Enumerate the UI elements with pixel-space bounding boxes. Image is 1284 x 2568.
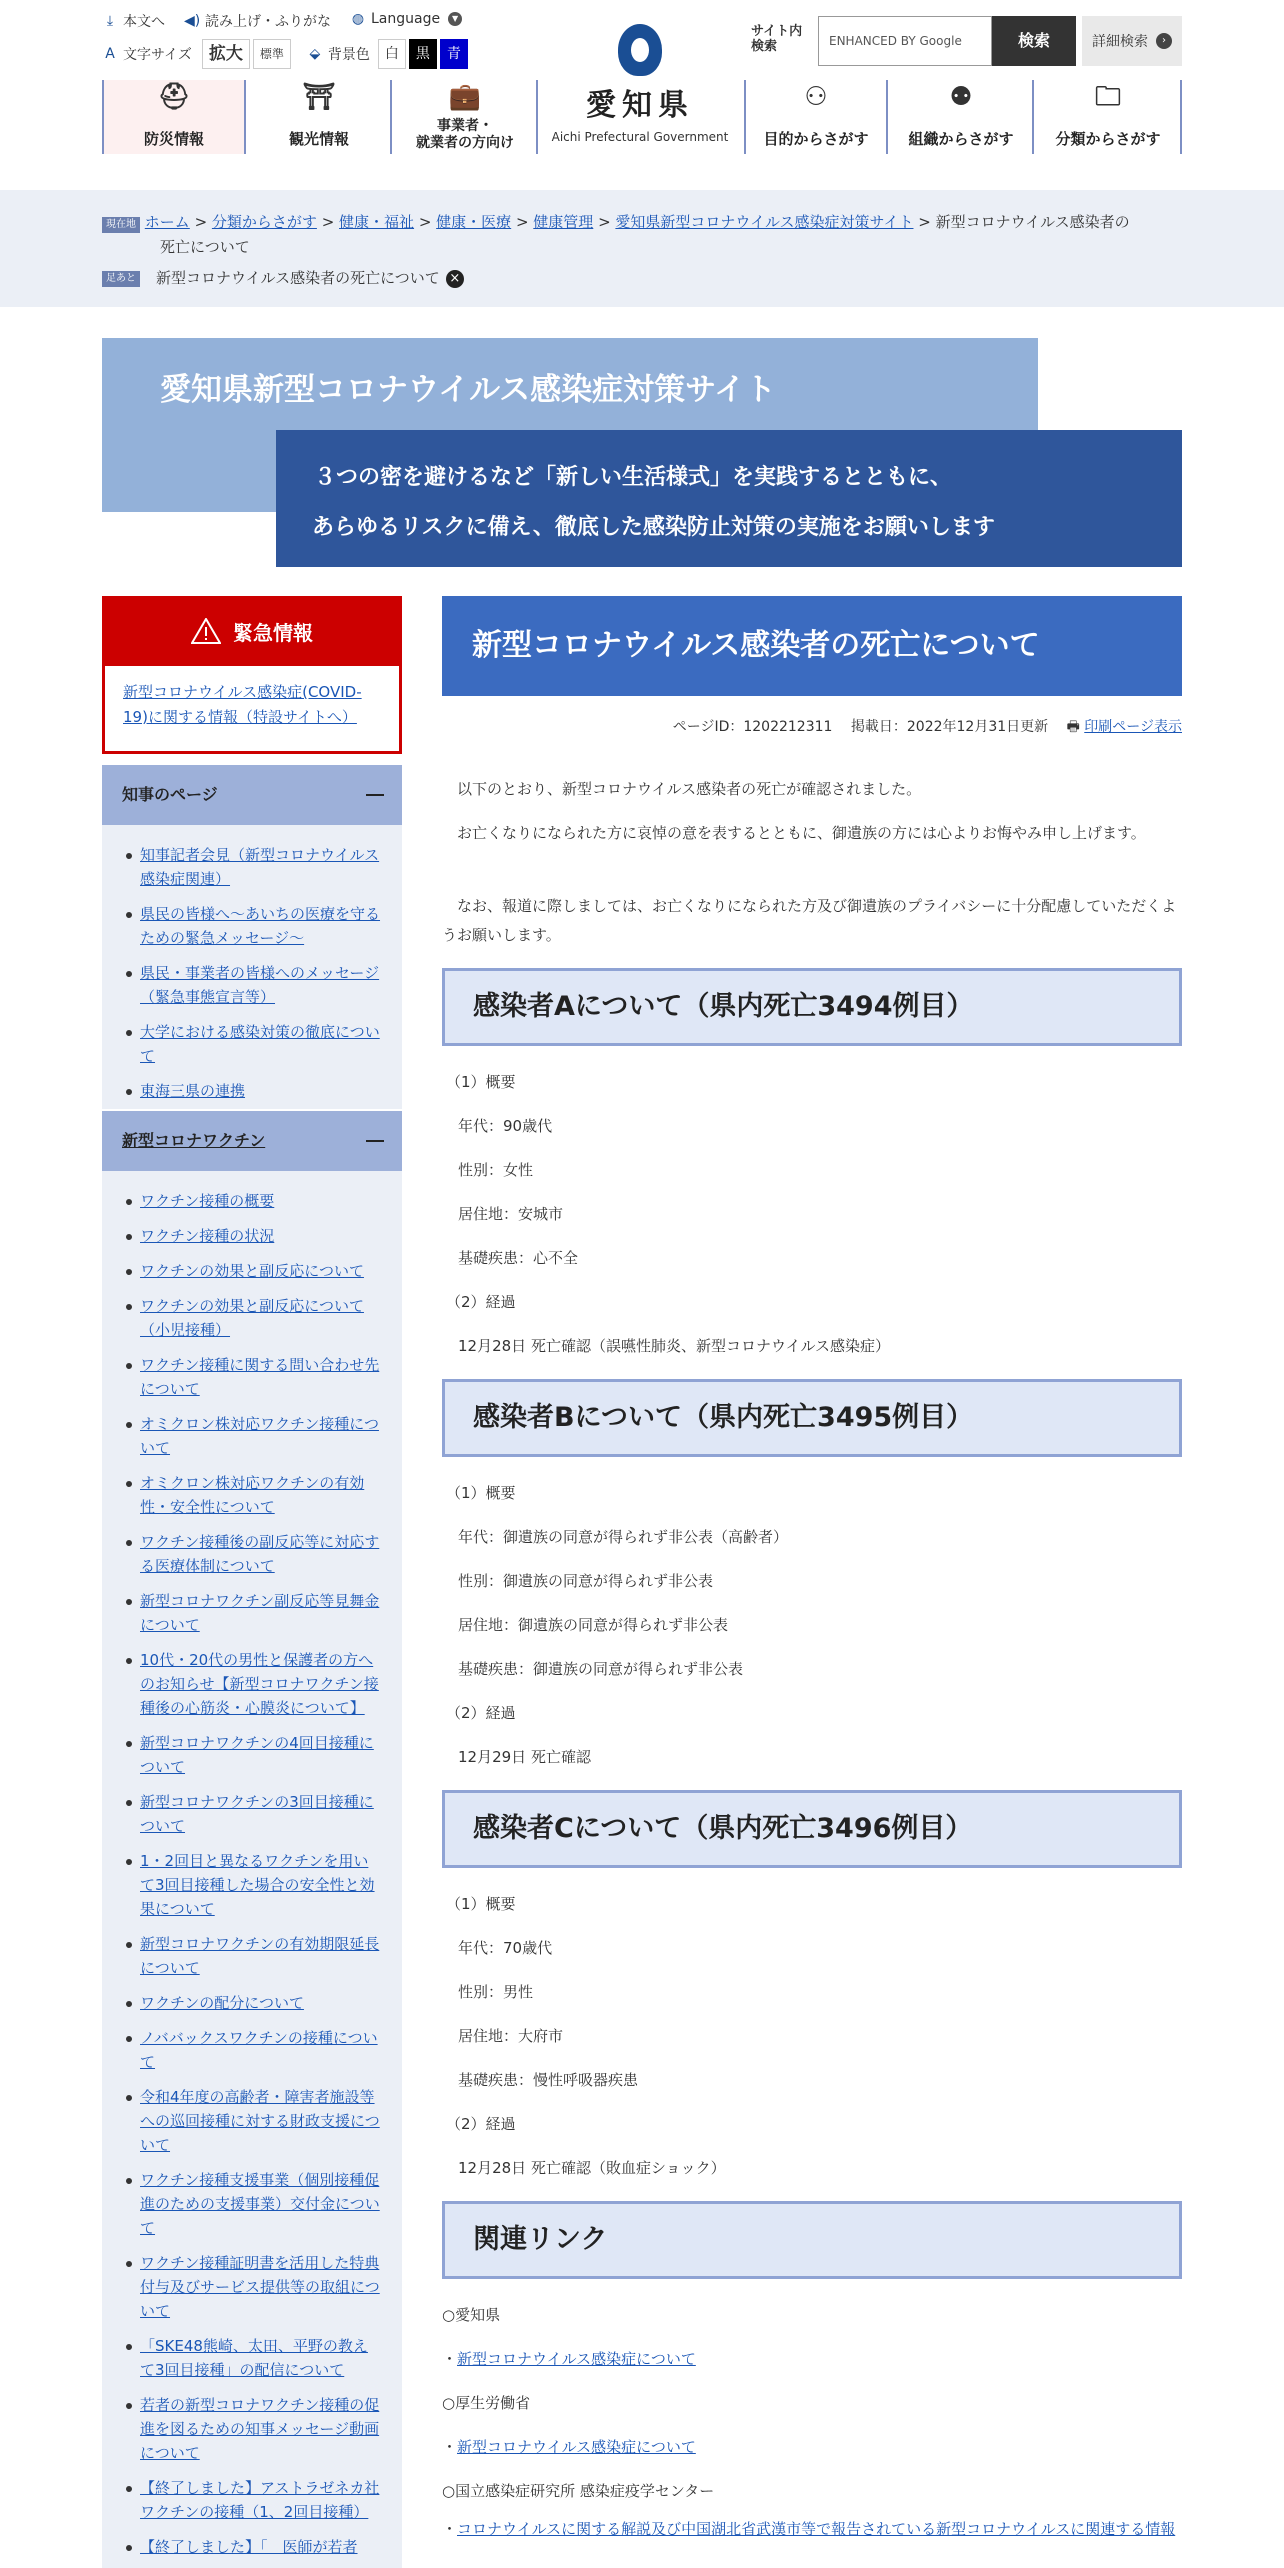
- governor-link-list: [102, 825, 402, 1103]
- skip-to-content-label: 本文へ: [123, 14, 165, 30]
- case-a-sex: 性別：女性: [458, 1161, 534, 1179]
- governor-section-title: 知事のページ: [122, 785, 218, 804]
- vaccine-link[interactable]: オミクロン株対応ワクチンの有効性・安全性について: [140, 1474, 365, 1516]
- case-a-age: 年代：90歳代: [458, 1117, 553, 1135]
- site-header: [0, 0, 1284, 190]
- vaccine-link[interactable]: 【終了しました】「 医師が若者: [140, 2538, 358, 2556]
- vaccine-link[interactable]: 10代・20代の男性と保護者の方へのお知らせ【新型コロナワクチン接種後の心筋炎・心膜炎について】: [140, 1651, 379, 1717]
- governor-section-body: [102, 825, 402, 1109]
- page-id: ページID：1202212311: [672, 719, 833, 735]
- breadcrumb-health-welfare[interactable]: 健康・福祉: [339, 213, 415, 231]
- nav-by-category[interactable]: [1036, 80, 1182, 154]
- list-item: [124, 2251, 380, 2323]
- case-a-detail: 12月28日 死亡確認（誤嚥性肺炎、新型コロナウイルス感染症）: [458, 1337, 891, 1355]
- breadcrumb-home[interactable]: ホーム: [144, 213, 190, 231]
- emergency-title: 緊急情報: [233, 620, 313, 645]
- governor-link[interactable]: 大学における感染対策の徹底について: [140, 1023, 380, 1065]
- vaccine-section-title: 新型コロナワクチン: [122, 1131, 266, 1150]
- tourism-icon: ⛩: [302, 82, 336, 112]
- related-org-niid: ○国立感染症研究所 感染症疫学センター: [442, 2482, 715, 2500]
- close-icon[interactable]: ×: [446, 270, 464, 288]
- vaccine-link[interactable]: ワクチン接種の状況: [140, 1227, 275, 1245]
- governor-link[interactable]: 東海三県の連携: [140, 1082, 246, 1100]
- case-a-overview-label: （1）概要: [446, 1073, 516, 1091]
- font-size-label: 文字サイズ: [123, 47, 192, 63]
- vaccine-link[interactable]: 新型コロナワクチンの3回目接種について: [140, 1793, 374, 1835]
- list-item: [124, 1790, 380, 1838]
- breadcrumb-current: 新型コロナウイルス感染者の: [935, 213, 1130, 231]
- nav-business[interactable]: [394, 80, 538, 154]
- collapse-icon: [366, 794, 384, 796]
- case-c-heading: 感染者Cについて（県内死亡3496例目）: [442, 1790, 1182, 1868]
- list-item: [124, 902, 380, 950]
- page-title: 新型コロナウイルス感染者の死亡について: [442, 596, 1182, 696]
- list-item: [124, 1991, 380, 2015]
- vaccine-link[interactable]: ワクチン接種の概要: [140, 1192, 275, 1210]
- current-location-tag: 現在地: [102, 217, 140, 233]
- posted-date: 掲載日：2022年12月31日更新: [850, 719, 1049, 735]
- banner-title: 愛知県新型コロナウイルス感染症対策サイト: [160, 372, 776, 408]
- nav-label: 分類からさがす: [1055, 130, 1161, 148]
- logo-english: Aichi Prefectural Government: [551, 130, 729, 144]
- breadcrumb-category[interactable]: 分類からさがす: [211, 213, 317, 231]
- list-item: [124, 2085, 380, 2157]
- list-item: [124, 1849, 380, 1921]
- vaccine-link[interactable]: ワクチン接種証明書を活用した特典付与及びサービス提供等の取組について: [140, 2254, 380, 2320]
- vaccine-link[interactable]: 令和4年度の高齢者・障害者施設等への巡回接種に対する財政支援について: [140, 2088, 380, 2154]
- nav-disaster-info[interactable]: [102, 80, 246, 154]
- case-b-sex: 性別：御遺族の同意が得られず非公表: [458, 1572, 714, 1590]
- print-page-link[interactable]: 印刷ページ表示: [1084, 719, 1182, 735]
- list-item: [124, 2476, 380, 2524]
- read-aloud-link[interactable]: [184, 11, 331, 31]
- nav-label: 観光情報: [288, 130, 349, 148]
- prefecture-emblem-icon: [618, 24, 662, 76]
- nav-by-organization[interactable]: [890, 80, 1034, 154]
- case-a-progress-label: （2）経過: [446, 1293, 516, 1311]
- related-link-mhlw-anchor[interactable]: 新型コロナウイルス感染症について: [457, 2438, 696, 2456]
- collapse-icon: [366, 1140, 384, 1142]
- advanced-search-button[interactable]: [1082, 16, 1182, 66]
- vaccine-link[interactable]: 【終了しました】アストラゼネカ社ワクチンの接種（1、2回目接種）: [140, 2479, 380, 2521]
- case-a-disease: 基礎疾患：心不全: [458, 1249, 579, 1267]
- list-item: [124, 961, 380, 1009]
- advanced-search-label: 詳細検索: [1092, 34, 1148, 50]
- vaccine-link[interactable]: ワクチンの配分について: [140, 1994, 304, 2012]
- related-org-mhlw: ○厚生労働省: [442, 2394, 531, 2412]
- list-item: [124, 1294, 380, 1342]
- emergency-covid-link[interactable]: 新型コロナウイルス感染症(COVID-19)に関する情報（特設サイトへ）: [123, 683, 362, 726]
- case-a-residence: 居住地：安城市: [458, 1205, 564, 1223]
- list-item: [124, 843, 380, 891]
- globe-icon: ◍: [351, 11, 365, 27]
- vaccine-link[interactable]: オミクロン株対応ワクチン接種について: [140, 1415, 379, 1457]
- nav-label: 防災情報: [143, 130, 204, 148]
- vaccine-link[interactable]: ワクチンの効果と副反応について: [140, 1262, 364, 1280]
- download-icon: ⤓: [106, 13, 114, 29]
- case-c-age: 年代：70歳代: [458, 1939, 553, 1957]
- speaker-icon: ◀): [184, 13, 201, 29]
- case-b-disease: 基礎疾患：御遺族の同意が得られず非公表: [458, 1660, 744, 1678]
- vaccine-section-body: [102, 1171, 402, 2568]
- vaccine-link[interactable]: 新型コロナワクチン副反応等見舞金について: [140, 1592, 380, 1634]
- list-item: [124, 1648, 380, 1720]
- related-org-aichi: ○愛知県: [442, 2306, 501, 2324]
- helmet-icon: ⛑: [157, 82, 191, 112]
- list-item: [124, 1530, 380, 1578]
- history-item[interactable]: 新型コロナウイルス感染者の死亡について: [156, 269, 440, 287]
- nav-label: 組織からさがす: [908, 130, 1014, 148]
- nav-tourism-info[interactable]: [248, 80, 392, 154]
- related-link-aichi-anchor[interactable]: 新型コロナウイルス感染症について: [457, 2350, 696, 2368]
- related-link-niid: ・コロナウイルスに関する解説及び中国湖北省武漢市等で報告されている新型コロナウイルスに関連する情報: [442, 2520, 1176, 2538]
- vaccine-link-list: [102, 1171, 402, 2559]
- briefcase-icon: 💼: [448, 82, 482, 112]
- case-c-overview-label: （1）概要: [446, 1895, 516, 1913]
- font-size-icon: A: [105, 46, 115, 62]
- font-size-control: [102, 39, 468, 69]
- printer-icon: 🖶: [1066, 719, 1080, 735]
- list-item: [124, 2535, 380, 2559]
- related-link-niid-anchor[interactable]: コロナウイルスに関する解説及び中国湖北省武漢市等で報告されている新型コロナウイルスに関連する情報: [457, 2520, 1176, 2538]
- banner-message: [276, 430, 1182, 567]
- site-logo[interactable]: [540, 24, 740, 144]
- bg-color-label: 背景色: [327, 47, 370, 63]
- intro-paragraph: 以下のとおり、新型コロナウイルス感染者の死亡が確認されました。: [457, 780, 922, 798]
- privacy-paragraph: なお、報道に際しましては、お亡くなりになられた方及び御遺族のプライバシーに十分配慮していただくようお願いします。: [442, 897, 1177, 944]
- language-label: Language: [371, 11, 441, 27]
- search-button[interactable]: 検索: [992, 16, 1076, 66]
- list-item: [124, 1589, 380, 1637]
- breadcrumb: 現在地 ホーム > 分類からさがす > 健康・福祉 > 健康・医療 > 健康管理 > 愛知県新型コロナウイルス感染症対策サイト > 新型コロナウイルス感染者の 死亡について: [102, 210, 1182, 260]
- vaccine-link[interactable]: 新型コロナワクチンの4回目接種について: [140, 1734, 374, 1776]
- list-item: [124, 1079, 380, 1103]
- bg-blue-button[interactable]: 青: [440, 39, 468, 69]
- vaccine-link[interactable]: 新型コロナワクチンの有効期限延長について: [140, 1935, 380, 1977]
- case-a-heading: 感染者Aについて（県内死亡3494例目）: [442, 968, 1182, 1046]
- emergency-info-header: [102, 596, 402, 666]
- breadcrumb-covid-site[interactable]: 愛知県新型コロナウイルス感染症対策サイト: [615, 213, 914, 231]
- case-b-overview-label: （1）概要: [446, 1484, 516, 1502]
- list-item: [124, 1471, 380, 1519]
- list-item: [124, 1412, 380, 1460]
- case-c-sex: 性別：男性: [458, 1983, 534, 2001]
- related-link-mhlw: ・新型コロナウイルス感染症について: [442, 2438, 696, 2456]
- vaccine-section-header[interactable]: [102, 1111, 402, 1171]
- banner-line-2: あらゆるリスクに備え、徹底した感染防止対策の実施をお願いします: [312, 515, 995, 540]
- history-trail: [102, 266, 464, 291]
- governor-section-header[interactable]: [102, 765, 402, 825]
- font-size-normal-button[interactable]: 標準: [253, 39, 291, 69]
- list-item: [124, 1020, 380, 1068]
- site-search-label: サイト内 検索: [751, 24, 803, 54]
- breadcrumb-health-management[interactable]: 健康管理: [533, 213, 594, 231]
- case-b-residence: 居住地：御遺族の同意が得られず非公表: [458, 1616, 729, 1634]
- folder-icon: 🗀: [1094, 82, 1121, 112]
- governor-link[interactable]: 県民・事業者の皆様へのメッセージ（緊急事態宣言等）: [140, 964, 380, 1006]
- vaccine-link[interactable]: ワクチン接種後の副反応等に対応する医療体制について: [140, 1533, 380, 1575]
- case-b-progress-label: （2）経過: [446, 1704, 516, 1722]
- vaccine-link[interactable]: 1・2回目と異なるワクチンを用いて3回目接種した場合の安全性と効果について: [140, 1852, 375, 1918]
- bg-black-button[interactable]: 黒: [409, 39, 437, 69]
- list-item: [124, 1353, 380, 1401]
- organization-icon: ⚉: [949, 82, 973, 112]
- case-b-heading: 感染者Bについて（県内死亡3495例目）: [442, 1379, 1182, 1457]
- related-link-aichi: ・新型コロナウイルス感染症について: [442, 2350, 696, 2368]
- read-aloud-label: 読み上げ・ふりがな: [205, 14, 331, 30]
- list-item: [124, 1189, 380, 1213]
- list-item: [124, 1932, 380, 1980]
- list-item: [124, 2334, 380, 2382]
- governor-link[interactable]: 知事記者会見（新型コロナウイルス感染症関連）: [140, 846, 380, 888]
- emergency-info-body: [102, 666, 402, 754]
- breadcrumb-bar: [0, 190, 1284, 307]
- breadcrumb-current-cont: 死亡について: [160, 238, 250, 256]
- arrow-right-icon: ›: [1156, 33, 1172, 49]
- people-icon: ⚇: [804, 82, 828, 112]
- case-b-age: 年代：御遺族の同意が得られず非公表（高齢者）: [458, 1528, 789, 1546]
- vaccine-link[interactable]: 若者の新型コロナワクチン接種の促進を図るための知事メッセージ動画について: [140, 2396, 380, 2462]
- list-item: [124, 1731, 380, 1779]
- search-input[interactable]: ENHANCED BY Google: [818, 16, 992, 66]
- case-c-residence: 居住地：大府市: [458, 2027, 564, 2045]
- breadcrumb-health-medical[interactable]: 健康・医療: [436, 213, 512, 231]
- case-c-progress-label: （2）経過: [446, 2115, 516, 2133]
- case-c-detail: 12月28日 死亡確認（敗血症ショック）: [458, 2159, 726, 2177]
- case-b-detail: 12月29日 死亡確認: [458, 1748, 591, 1766]
- vaccine-link[interactable]: ワクチンの効果と副反応について（小児接種）: [140, 1297, 364, 1339]
- nav-label: 目的からさがす: [763, 130, 869, 148]
- list-item: [124, 1224, 380, 1248]
- vaccine-link[interactable]: ワクチン接種に関する問い合わせ先について: [140, 1356, 380, 1398]
- governor-link[interactable]: 県民の皆様へ～あいちの医療を守るための緊急メッセージ～: [140, 905, 381, 947]
- list-item: [124, 2393, 380, 2465]
- vaccine-link[interactable]: 「SKE48熊崎、太田、平野の教えて3回目接種」の配信について: [140, 2337, 368, 2379]
- logo-japanese: 愛知県: [586, 88, 694, 123]
- warning-icon: [191, 618, 221, 644]
- chevron-down-icon: ▼: [448, 12, 462, 26]
- font-size-large-button[interactable]: 拡大: [202, 39, 250, 69]
- bg-white-button[interactable]: 白: [378, 39, 406, 69]
- nav-by-purpose[interactable]: [744, 80, 888, 154]
- skip-to-content-link[interactable]: [102, 11, 165, 31]
- condolence-paragraph: お亡くなりになられた方に哀悼の意を表するとともに、御遺族の方には心よりお悔やみ申し上げます。: [457, 824, 1146, 842]
- vaccine-link[interactable]: ノババックスワクチンの接種について: [140, 2029, 378, 2071]
- list-item: [124, 2168, 380, 2240]
- history-tag: 足あと: [102, 271, 140, 287]
- page-meta: [442, 716, 1182, 740]
- case-c-disease: 基礎疾患：慢性呼吸器疾患: [458, 2071, 639, 2089]
- list-item: [124, 1259, 380, 1283]
- related-links-heading: 関連リンク: [442, 2201, 1182, 2279]
- banner-line-1: ３つの密を避けるなど「新しい生活様式」を実践するとともに、: [314, 465, 953, 490]
- language-selector[interactable]: [350, 11, 462, 27]
- nav-label: 事業者・ 就業者の方向け: [416, 118, 514, 151]
- vaccine-link[interactable]: ワクチン接種支援事業（個別接種促進のための支援事業）交付金について: [140, 2171, 380, 2237]
- bucket-icon: ⬙: [309, 46, 321, 62]
- list-item: [124, 2026, 380, 2074]
